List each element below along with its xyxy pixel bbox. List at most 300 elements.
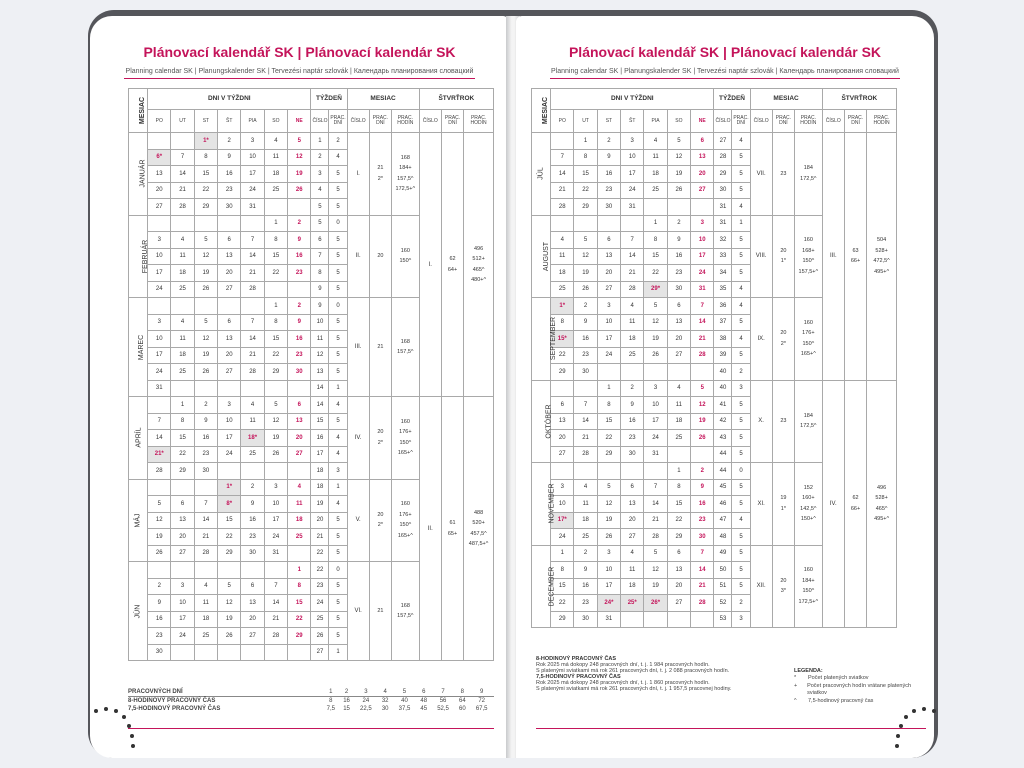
day-cell: 1 (597, 380, 620, 397)
day-cell: 5 (644, 545, 667, 562)
week-number: 4 (311, 182, 329, 199)
week-number: 47 (714, 512, 732, 529)
day-cell: 11 (288, 496, 311, 513)
day-cell: 24 (171, 628, 194, 645)
day-cell: 6 (218, 232, 241, 249)
day-cell: 8 (288, 578, 311, 595)
day-cell: 18 (551, 265, 574, 282)
week-number: 19 (311, 496, 329, 513)
week-work-days: 5 (732, 413, 750, 430)
week-number: 31 (714, 215, 732, 232)
legend-symbol: + (794, 682, 798, 689)
week-work-days: 5 (329, 347, 347, 364)
quarter-work-hours-value: 472,5^ (873, 258, 890, 265)
day-cell (218, 644, 241, 661)
week-work-days: 1 (732, 215, 750, 232)
day-cell: 25 (667, 430, 690, 447)
month-work-hours-value: 184 (803, 165, 813, 172)
day-cell: 10 (644, 397, 667, 414)
day-cell (574, 463, 597, 480)
day-cell: 20 (171, 529, 194, 546)
month-work-hours (795, 133, 823, 216)
quarter-work-hours-value: 495+^ (874, 516, 890, 523)
week-work-days: 4 (329, 496, 347, 513)
month-name-label: APRÍL (135, 427, 143, 448)
day-cell (148, 562, 171, 579)
day-cell: 31 (621, 199, 644, 216)
day-cell: 17 (597, 578, 620, 595)
day-cell (691, 364, 714, 381)
day-cell: 8 (171, 413, 194, 430)
day-cell: 11 (667, 397, 690, 414)
day-cell: 26 (644, 347, 667, 364)
month-work-hours-value: 160 (400, 247, 410, 254)
month-work-days (369, 133, 391, 216)
day-header: PIA (241, 110, 264, 133)
day-cell: 10 (241, 149, 264, 166)
day-cell: 17 (264, 512, 287, 529)
day-cell: 9 (288, 314, 311, 331)
week-work-days: 4 (732, 298, 750, 315)
day-cell: 10 (551, 496, 574, 513)
day-cell: 26 (194, 281, 217, 298)
day-cell: 19 (644, 578, 667, 595)
day-cell: 26 (148, 545, 171, 562)
day-cell: 26 (194, 364, 217, 381)
week-number: 8 (311, 265, 329, 282)
column-header-num: ČÍSLO (822, 110, 844, 133)
month-name-label: JANUÁR (139, 159, 147, 188)
header-days-of-week: DNI V TÝŽDNI (551, 89, 714, 110)
day-cell: 11 (171, 331, 194, 348)
day-cell: 16 (241, 512, 264, 529)
day-cell: 17 (621, 166, 644, 183)
month-work-hours-value: 150^ (802, 340, 815, 347)
quarter-work-hours (867, 133, 897, 381)
day-cell: 24 (241, 182, 264, 199)
work-table-value: 32 (381, 698, 389, 704)
work-table-value: 1 (322, 688, 340, 697)
week-work-days: 5 (329, 611, 347, 628)
work-table-value: 3 (354, 688, 379, 697)
day-cell: 14 (264, 595, 287, 612)
week-number: 22 (311, 562, 329, 579)
day-cell: 23 (194, 446, 217, 463)
week-work-days: 3 (732, 380, 750, 397)
day-cell: 30 (574, 611, 597, 628)
week-work-days: 5 (329, 182, 347, 199)
day-cell: 2 (667, 215, 690, 232)
week-number: 18 (311, 479, 329, 496)
week-row (532, 133, 897, 150)
legend-text: Počet pracovných hodín vrátane platených sviatkov (807, 682, 912, 697)
month-work-hours-value: 150^ (399, 439, 412, 446)
day-cell: 4 (621, 545, 644, 562)
day-cell: 30 (194, 463, 217, 480)
day-cell: 29 (288, 628, 311, 645)
week-number: 16 (311, 430, 329, 447)
day-cell: 17 (644, 413, 667, 430)
week-work-days: 5 (329, 314, 347, 331)
week-work-days: 5 (329, 628, 347, 645)
day-cell: 7 (264, 578, 287, 595)
month-number: I. (347, 133, 369, 216)
column-header-work_hours: PRAC. HODÍN (795, 110, 823, 133)
week-work-days: 5 (329, 199, 347, 216)
column-header-work_days: PRAC. DNÍ (732, 110, 750, 133)
work-table-value: 15 (343, 706, 350, 712)
day-cell (218, 298, 241, 315)
day-cell: 17 (171, 611, 194, 628)
day-cell (551, 133, 574, 150)
day-cell (597, 463, 620, 480)
quarter-number: I. (419, 133, 441, 397)
day-cell: 18 (574, 512, 597, 529)
week-number: 31 (714, 199, 732, 216)
week-number: 18 (311, 463, 329, 480)
day-cell: 4 (621, 298, 644, 315)
day-cell: 5 (194, 232, 217, 249)
day-header: NE (691, 110, 714, 133)
day-cell: 23 (691, 512, 714, 529)
day-cell: 29 (171, 463, 194, 480)
day-cell: 14 (194, 512, 217, 529)
day-cell: 10 (264, 496, 287, 513)
calendar-table-second-half (531, 88, 897, 628)
day-cell: 7 (148, 413, 171, 430)
day-cell (288, 380, 311, 397)
day-cell: 31 (264, 545, 287, 562)
week-number: 23 (311, 578, 329, 595)
month-number: VII. (750, 133, 772, 216)
day-cell: 5 (218, 578, 241, 595)
day-cell: 27 (171, 545, 194, 562)
day-cell: 12 (644, 562, 667, 579)
day-cell: 20 (597, 265, 620, 282)
work-hours-table (128, 688, 494, 713)
column-header-work_days: PRAC. DNÍ (844, 110, 866, 133)
week-work-days: 5 (732, 166, 750, 183)
day-cell: 3 (597, 545, 620, 562)
day-cell: 28 (148, 463, 171, 480)
day-cell: 3 (691, 215, 714, 232)
day-cell: 10 (597, 314, 620, 331)
binding-dots-left (90, 705, 150, 765)
bottom-rule (128, 728, 494, 729)
week-number: 13 (311, 364, 329, 381)
day-cell: 27 (218, 364, 241, 381)
day-cell: 31 (148, 380, 171, 397)
day-cell: 13 (148, 166, 171, 183)
month-name (129, 479, 148, 562)
quarter-work-days-value: 65+ (447, 530, 458, 537)
day-cell: 15 (644, 248, 667, 265)
day-cell: 8 (264, 314, 287, 331)
day-cell: 9 (574, 314, 597, 331)
day-cell: 18 (194, 611, 217, 628)
quarter-work-hours-value: 504 (876, 237, 887, 244)
day-cell (194, 298, 217, 315)
day-cell: 26 (288, 182, 311, 199)
day-cell: 5 (264, 397, 287, 414)
note-line: S platenými sviatkami má rok 261 pracovných dní, t. j. 1 957,5 pracovnej hodiny. (536, 686, 732, 692)
day-cell (667, 446, 690, 463)
day-cell: 13 (551, 413, 574, 430)
left-page (90, 16, 509, 758)
week-work-days: 4 (732, 512, 750, 529)
day-cell: 19 (574, 265, 597, 282)
quarter-work-days (844, 133, 866, 381)
quarter-work-days (441, 133, 463, 397)
week-work-days: 3 (732, 611, 750, 628)
day-cell (218, 215, 241, 232)
day-cell: 1 (288, 562, 311, 579)
day-cell: 29 (574, 199, 597, 216)
note-title-75h: 7,5-HODINOVÝ PRACOVNÝ ČAS (536, 674, 621, 680)
day-cell: 13 (288, 413, 311, 430)
work-table-value: 24 (362, 698, 370, 704)
month-work-days-value: 2* (377, 439, 383, 446)
day-cell (551, 215, 574, 232)
day-header: SO (667, 110, 690, 133)
day-header: UT (171, 110, 194, 133)
day-cell: 5 (667, 133, 690, 150)
month-number: V. (347, 479, 369, 562)
month-work-hours-value: 172,5^ (800, 423, 817, 430)
day-cell (194, 479, 217, 496)
week-number: 37 (714, 314, 732, 331)
day-cell: 21 (264, 611, 287, 628)
day-cell: 24 (621, 182, 644, 199)
day-cell: 27 (241, 628, 264, 645)
month-work-hours-value: 184 (803, 412, 813, 419)
week-work-days: 5 (329, 512, 347, 529)
day-cell: 22 (264, 265, 287, 282)
month-work-hours-value: 165+^ (800, 351, 816, 358)
week-work-days: 2 (732, 595, 750, 612)
day-cell: 8 (551, 314, 574, 331)
day-cell: 16 (597, 166, 620, 183)
month-work-days-value: 2* (377, 522, 383, 529)
week-number: 24 (311, 595, 329, 612)
day-cell: 25 (574, 529, 597, 546)
month-work-days (772, 215, 794, 298)
day-cell: 31 (241, 199, 264, 216)
week-work-days: 5 (732, 562, 750, 579)
week-number: 51 (714, 578, 732, 595)
week-work-days: 5 (732, 248, 750, 265)
day-cell: 10 (148, 248, 171, 265)
month-work-hours-value: 176+ (802, 330, 815, 337)
day-cell: 7 (241, 314, 264, 331)
day-cell: 18 (171, 265, 194, 282)
day-cell: 25 (644, 182, 667, 199)
week-work-days: 5 (732, 182, 750, 199)
quarter-work-days-value: 66+ (850, 258, 861, 265)
day-cell: 8 (551, 562, 574, 579)
week-number: 14 (311, 397, 329, 414)
day-cell (644, 611, 667, 628)
quarter-work-hours (464, 133, 494, 397)
work-table-value: 60 (459, 706, 466, 712)
week-number: 30 (714, 182, 732, 199)
day-cell: 6 (691, 133, 714, 150)
week-number: 26 (311, 628, 329, 645)
week-work-days: 5 (329, 545, 347, 562)
day-cell: 27 (667, 347, 690, 364)
quarter-work-days-value: 61 (449, 520, 456, 527)
month-work-hours-value: 160 (803, 237, 813, 244)
day-cell: 21 (171, 182, 194, 199)
week-work-days: 5 (732, 149, 750, 166)
day-cell: 2 (218, 133, 241, 150)
day-cell: 13 (667, 562, 690, 579)
header-month (532, 89, 551, 133)
quarter-work-days-value: 62 (852, 495, 859, 502)
day-cell: 19 (264, 430, 287, 447)
day-cell: 13 (241, 595, 264, 612)
week-number: 41 (714, 397, 732, 414)
month-work-days (772, 545, 794, 628)
quarter-work-hours-value: 528+ (875, 247, 888, 254)
day-cell: 1 (264, 215, 287, 232)
day-cell: 10 (171, 595, 194, 612)
day-cell: 7 (194, 496, 217, 513)
month-work-days-value: 19 (780, 495, 787, 502)
week-number: 49 (714, 545, 732, 562)
day-cell: 6 (621, 479, 644, 496)
day-cell: 3 (171, 578, 194, 595)
work-table-value: 64 (459, 698, 466, 704)
week-work-days: 4 (329, 446, 347, 463)
day-cell: 26 (667, 182, 690, 199)
quarter-work-days-value: 62 (449, 256, 456, 263)
day-cell: 7 (621, 232, 644, 249)
week-work-days: 5 (732, 397, 750, 414)
day-cell: 30 (621, 446, 644, 463)
day-header: ST (597, 110, 620, 133)
header-month-label: MESIAC (542, 96, 550, 125)
day-cell (621, 611, 644, 628)
day-header: ŠT (218, 110, 241, 133)
day-cell (288, 281, 311, 298)
day-cell: 14 (241, 248, 264, 265)
day-cell: 9 (194, 413, 217, 430)
day-cell: 13 (597, 248, 620, 265)
day-header: PO (148, 110, 171, 133)
month-work-days (772, 298, 794, 381)
day-cell: 1 (551, 545, 574, 562)
day-cell: 27 (218, 281, 241, 298)
week-work-days: 5 (732, 347, 750, 364)
day-cell: 17 (148, 347, 171, 364)
day-cell: 26 (691, 430, 714, 447)
day-cell (621, 364, 644, 381)
quarter-work-hours-value: 512+ (472, 256, 485, 263)
page-title: Plánovací kalendář SK | Plánovací kalendár SK (143, 44, 456, 60)
day-cell: 7 (551, 149, 574, 166)
day-cell: 21 (621, 265, 644, 282)
day-cell: 6 (597, 232, 620, 249)
day-cell: 9 (574, 562, 597, 579)
legend-text: 7,5-hodinový pracovný čas (808, 697, 874, 704)
month-work-hours (392, 397, 420, 480)
day-cell: 19 (667, 166, 690, 183)
day-cell (691, 446, 714, 463)
day-cell: 24 (644, 430, 667, 447)
month-work-hours-value: 176+ (399, 511, 412, 518)
day-cell (148, 397, 171, 414)
page-title-right: Plánovací kalendář SK | Plánovací kalendár SK (568, 44, 882, 60)
day-cell: 8 (194, 149, 217, 166)
week-number: 38 (714, 331, 732, 348)
month-work-days (772, 133, 794, 216)
day-cell: 20 (667, 331, 690, 348)
month-work-days-value: 21 (377, 343, 384, 350)
month-work-hours-value: 165+^ (397, 450, 413, 457)
day-cell (218, 562, 241, 579)
day-cell: 15 (288, 595, 311, 612)
week-number: 25 (311, 611, 329, 628)
week-work-days: 5 (732, 232, 750, 249)
day-cell: 24 (264, 529, 287, 546)
day-cell: 17 (148, 265, 171, 282)
week-number: 5 (311, 199, 329, 216)
month-number: XI. (750, 463, 772, 546)
day-cell: 5 (574, 232, 597, 249)
month-work-hours-value: 168 (400, 338, 410, 345)
page-subtitle-right: Planning calendar SK | Planungskalender SK | Tervezési naptár szlovák | Календарь планирования словацкий (551, 68, 899, 75)
day-cell: 14 (148, 430, 171, 447)
header-month-group: MESIAC (347, 89, 419, 110)
week-number: 3 (311, 166, 329, 183)
month-work-days (369, 562, 391, 661)
quarter-work-hours (867, 380, 897, 628)
day-cell: 2 (597, 133, 620, 150)
day-cell: 30 (667, 281, 690, 298)
day-cell (171, 133, 194, 150)
week-work-days: 0 (329, 215, 347, 232)
week-work-days: 3 (329, 463, 347, 480)
day-cell: 28 (621, 281, 644, 298)
day-cell: 2 (621, 380, 644, 397)
month-work-hours-value: 168 (400, 154, 410, 161)
day-cell: 17 (241, 166, 264, 183)
week-work-days: 1 (329, 644, 347, 661)
day-cell: 5 (194, 314, 217, 331)
week-number: 33 (714, 248, 732, 265)
month-work-hours-value: 168 (400, 602, 410, 609)
work-table-value: 22,5 (360, 706, 372, 712)
planner-book (88, 10, 938, 758)
header-month-label: MESIAC (139, 96, 147, 125)
day-cell: 30 (148, 644, 171, 661)
day-cell: 11 (621, 314, 644, 331)
day-cell: 12 (218, 595, 241, 612)
day-cell (288, 644, 311, 661)
day-cell (171, 298, 194, 315)
day-cell (264, 463, 287, 480)
day-cell (218, 463, 241, 480)
day-cell: 22 (218, 529, 241, 546)
month-work-hours (795, 545, 823, 628)
day-cell: 20 (218, 265, 241, 282)
day-cell: 10 (691, 232, 714, 249)
week-row (129, 133, 494, 150)
day-cell: 22 (194, 182, 217, 199)
day-cell: 3 (621, 133, 644, 150)
week-work-days: 4 (732, 199, 750, 216)
